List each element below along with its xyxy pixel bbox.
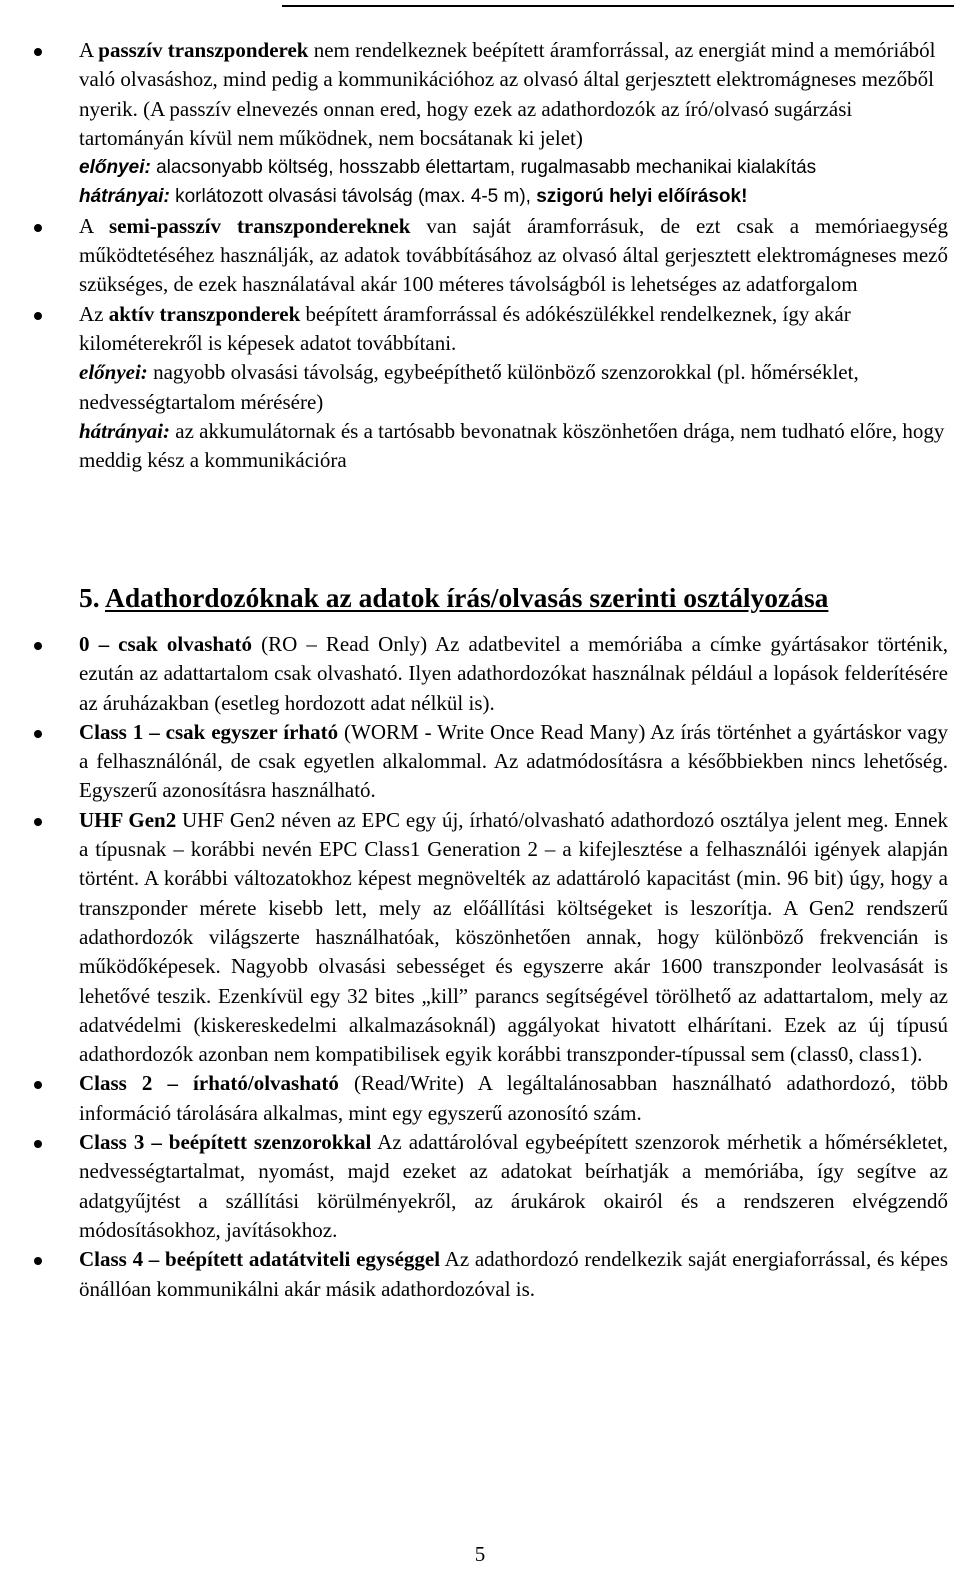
- header-rule: [282, 5, 954, 7]
- bullet-icon: [34, 1257, 42, 1265]
- list-item-passive: [0, 36, 960, 212]
- list-item-class1: [0, 718, 960, 806]
- transponder-types-list: [0, 36, 960, 475]
- section-title: Adathordozóknak az adatok írás/olvasás szerinti osztályozása: [104, 582, 829, 613]
- class0-paragraph: 0 – csak olvasható (RO – Read Only) Az adatbevitel a memóriába a címke gyártásakor történik, ezután az adattartalom csak olvasható. Ilyen adathordozókat használnak például a lopások felderítésére az áruházakban (esetleg hordozott adat nélkül is).: [79, 632, 948, 715]
- active-paragraph: Az aktív transzponderek beépített áramforrással és adókészülékkel rendelkeznek, így akár kilométerekről is képesek adatot továbbítani.: [79, 301, 851, 355]
- bullet-icon: [34, 1081, 42, 1089]
- passive-note: (A passzív elnevezés onnan ered, hogy ezek az adathordozók az író/olvasó sugárzási tartományán kívül nem működnek, nem bocsátanak ki jelet): [79, 96, 853, 150]
- list-item-uhf-gen2: [0, 806, 960, 1070]
- bullet-icon: [34, 730, 42, 738]
- bullet-icon: [34, 818, 42, 826]
- section-heading: [79, 578, 828, 618]
- active-cons: hátrányai: az akkumulátornak és a tartósabb bevonatnak köszönhetően drága, nem tudható előre, hogy meddig kész a kommunikációra: [79, 418, 945, 473]
- bullet-icon: [34, 224, 42, 232]
- passive-paragraph: A passzív transzponderek nem rendelkeznek beépített áramforrással, az energiát mind a memóriából való olvasáshoz, mind pedig a kommunikációhoz az olvasó által gerjesztett elektromágneses mezőből nyerik. (A passzív elnevezés onnan ered, hogy ezek az adathordozók az író/olvasó sugárzási tartományán kívül nem működnek, nem bocsátanak ki jelet): [79, 38, 936, 150]
- list-item-active: [0, 300, 960, 476]
- bullet-icon: [34, 642, 42, 650]
- class1-paragraph: Class 1 – csak egyszer írható (WORM - Write Once Read Many) Az írás történhet a gyártáskor vagy a felhasználónál, de csak egyetlen alkalommal. Az adatmódosításra a későbbiekben nincs lehetőség. Egyszerű azonosításra használható.: [79, 719, 948, 803]
- classification-list: [0, 630, 960, 1304]
- class2-paragraph: Class 2 – írható/olvasható (Read/Write) A legáltalánosabban használható adathordozó, több információ tárolására alkalmas, mint egy egyszerű azonosító szám.: [79, 1071, 949, 1125]
- list-item-semi-passive: [0, 212, 960, 300]
- section-number: 5.: [79, 582, 100, 613]
- class4-paragraph: Class 4 – beépített adatátviteli egységgel Az adathordozó rendelkezik saját energiaforrással, és képes önállóan kommunikálni akár másik adathordozóval is.: [79, 1247, 948, 1301]
- list-item-class4: [0, 1245, 960, 1304]
- passive-term: passzív transzponderek: [98, 38, 309, 62]
- page-number: 5: [474, 1542, 486, 1566]
- active-term: aktív transzponderek: [108, 301, 301, 326]
- passive-cons: hátrányai: korlátozott olvasási távolság (max. 4-5 m), szigorú helyi előírások!: [79, 186, 748, 208]
- semi-passive-term: semi-passzív transzpondereknek: [108, 213, 411, 238]
- semi-passive-paragraph: A semi-passzív transzpondereknek van saját áramforrásuk, de ezt csak a memóriaegység működtetéséhez használják, az adatok továbbításához az olvasó által gerjesztett elektromágneses mező szükséges, de ezek használatával akár 100 méteres távolságból is lehetséges az adatforgalom: [79, 213, 948, 297]
- uhf-gen2-paragraph: UHF Gen2 UHF Gen2 néven az EPC egy új, írható/olvasható adathordozó osztálya jelent meg. Ennek a típusnak – korábbi nevén EPC Class1 Generation 2 – a kifejlesztése a felhasználói igények alapján történt. A korábbi változatokhoz képest megnövelték az adattároló kapacitást (min. 96 bit) úgy, hogy a transzponder mérete kisebb lett, mely az előállítási költségeket is leszorítja. A Gen2 rendszerű adathordozók világszerte használhatóak, köszönhetően annak, hogy különböző frekvencián is működőképesek. Nagyobb olvasási sebességet és egyszerre akár 1600 transzponder leolvasását is lehetővé teszik. Ezenkívül egy 32 bites „kill” parancs segítségével törölhető az adattartalom, mely az adatvédelmi (kiskereskedelmi alkalmazásoknál) aggályokat hivatott elhárítani. Ezek az új típusú adathordozók azonban nem kompatibilisek egyik korábbi transzponder-típussal sem (class0, class1).: [79, 807, 948, 1067]
- bullet-icon: [34, 1140, 42, 1148]
- bullet-icon: [34, 48, 42, 56]
- list-item-class0: [0, 630, 960, 718]
- class3-paragraph: Class 3 – beépített szenzorokkal Az adattárolóval egybeépített szenzorok mérhetik a hőmérsékletet, nedvességtartalmat, nyomást, majd ezeket az adatokat beírhatják a memóriába, így segítve az adatgyűjtést a szállítási körülményekről, az árukárok okairól és a rendszeren elvégzendő módosításokhoz, javításokhoz.: [79, 1130, 948, 1242]
- passive-pros: előnyei: alacsonyabb költség, hosszabb élettartam, rugalmasabb mechanikai kialakítás: [79, 157, 817, 179]
- bullet-icon: [34, 312, 42, 320]
- active-pros: előnyei: nagyobb olvasási távolság, egybeépíthető különböző szenzorokkal (pl. hőmérséklet, nedvességtartalom mérésére): [79, 360, 859, 414]
- list-item-class2: [0, 1069, 960, 1128]
- list-item-class3: [0, 1128, 960, 1245]
